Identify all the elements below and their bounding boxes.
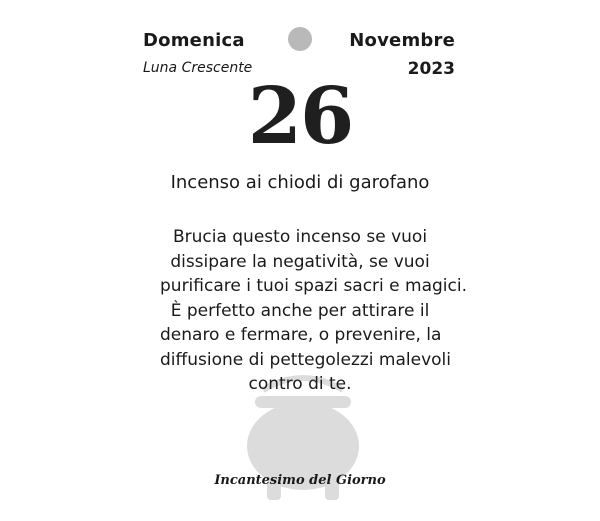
day-number: 26 [247, 71, 353, 162]
entry-line: dissipare la negatività, se vuoi [170, 251, 430, 272]
weekday-label: Domenica [143, 30, 245, 51]
entry-line: Brucia questo incenso se vuoi [172, 227, 428, 247]
footer-label: Incantesimo del Giorno [214, 473, 386, 488]
month-label: Novembre [349, 30, 455, 51]
binding-hole [288, 27, 312, 51]
calendar-page [115, 0, 485, 521]
entry-line: purificare i tuoi spazi sacri e magici. [160, 276, 468, 296]
year-label: 2023 [407, 59, 455, 79]
entry-line: È perfetto anche per attirare il [170, 300, 430, 321]
entry-line: contro di te. [248, 374, 352, 394]
entry-line: denaro e fermare, o prevenire, la [160, 325, 442, 345]
entry-title: Incenso ai chiodi di garofano [170, 172, 430, 193]
entry-line: diffusione di pettegolezzi malevoli [160, 349, 451, 370]
entry-body [160, 225, 468, 397]
moon-phase-label: Luna Crescente [143, 60, 253, 76]
